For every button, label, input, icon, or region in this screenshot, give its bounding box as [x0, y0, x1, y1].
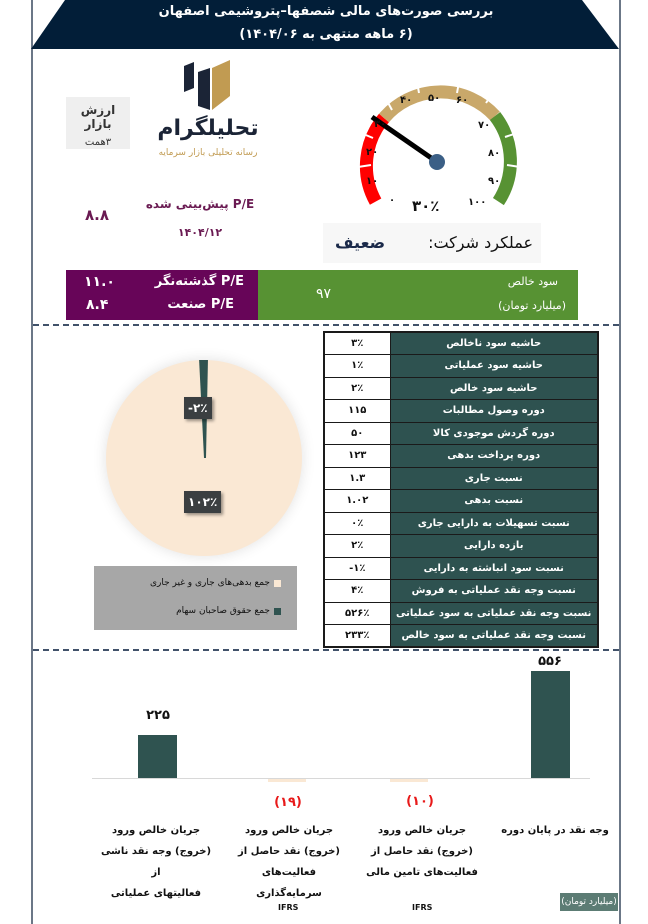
gauge-tick-60: ۶۰	[456, 95, 469, 106]
section-divider	[33, 649, 619, 651]
ratio-label: حاشیه سود ناخالص	[390, 332, 598, 355]
ratio-value: ۱٪	[324, 355, 390, 378]
ratios-table	[323, 331, 599, 648]
category-cash-end	[495, 820, 615, 841]
gauge-tick-40: ۴۰	[400, 95, 413, 106]
pie-legend	[94, 566, 297, 630]
pe-industry-label: P/E صنعت	[167, 297, 234, 312]
unit-badge: (میلیارد تومان)	[560, 893, 618, 911]
category-line: (خروج) وجه نقد ناشی از	[100, 846, 212, 878]
pie-equity-slice	[106, 360, 302, 556]
table-row	[324, 535, 598, 558]
bar-value-financing: (۱۰)	[406, 794, 434, 809]
balance-pie-chart	[106, 360, 302, 556]
market-cap-box	[66, 97, 130, 149]
ratio-value: ۵۰	[324, 422, 390, 445]
ratio-value: ۲۳۳٪	[324, 625, 390, 648]
table-row	[324, 332, 598, 355]
ratio-value: ۵۲۶٪	[324, 602, 390, 625]
ratio-label: دوره وصول مطالبات	[390, 400, 598, 423]
table-row	[324, 512, 598, 535]
category-operating	[96, 820, 216, 904]
pe-box	[66, 270, 258, 320]
category-line: فعالیت‌های سرمایه‌گذاری	[256, 867, 322, 899]
net-profit-label: سود خالص	[507, 275, 558, 288]
pe-trailing-label: P/E گذشته‌نگر	[154, 274, 244, 289]
gauge-tick-80: ۸۰	[488, 148, 501, 159]
ratio-label: حاشیه سود خالص	[390, 377, 598, 400]
category-line: جریان خالص ورود	[377, 825, 467, 836]
ratio-value: ۱.۰۲	[324, 490, 390, 513]
gauge-tick-30: ۳۰	[374, 119, 387, 130]
ratio-value: ۳٪	[324, 332, 390, 355]
bar-cash-end	[531, 671, 570, 778]
legend-item-liabilities	[150, 578, 281, 588]
pie-label-liabilities: ۱۰۲٪	[184, 491, 221, 513]
category-line: جریان خالص ورود	[244, 825, 334, 836]
net-profit-unit: (میلیارد تومان)	[498, 299, 566, 312]
pie-label-equity: -۲٪	[184, 397, 212, 419]
gauge-tick-20: ۲۰	[366, 147, 379, 158]
gauge-tick-100: ۱۰۰	[468, 197, 487, 208]
table-row	[324, 602, 598, 625]
ratio-value: ۱۱۵	[324, 400, 390, 423]
category-financing	[362, 820, 482, 883]
gauge-tick-90: ۹۰	[488, 176, 501, 187]
ratio-label: حاشیه سود عملیاتی	[390, 355, 598, 378]
legend-item-equity	[176, 606, 281, 616]
ratio-label: نسبت جاری	[390, 467, 598, 490]
ratio-value: -۱٪	[324, 557, 390, 580]
net-profit-value: ۹۷	[316, 286, 332, 302]
table-row	[324, 445, 598, 468]
gauge-tick-10: ۱۰	[366, 176, 379, 187]
table-row	[324, 625, 598, 648]
ratio-label: نسبت سود انباشته به دارایی	[390, 557, 598, 580]
ratio-value: ۲٪	[324, 535, 390, 558]
ifrs-note-investing: IFRS	[278, 903, 299, 912]
table-row	[324, 557, 598, 580]
category-investing	[229, 820, 349, 904]
gauge-tick-0: ۰	[389, 195, 396, 206]
report-title: بررسی صورت‌های مالی شصفها–پتروشیمی اصفهان	[158, 4, 494, 19]
legend-label-equity: جمع حقوق صاحبان سهام	[176, 606, 270, 616]
gauge-tick-50: ۵۰	[428, 93, 441, 104]
category-line: وجه نقد در پایان دوره	[501, 825, 609, 836]
category-line: فعالیتهای عملیاتی	[110, 888, 202, 899]
ratio-label: دوره پرداخت بدهی	[390, 445, 598, 468]
pe-forecast-date: ۱۴۰۴/۱۲	[177, 226, 223, 239]
market-cap-label: ارزش بازار	[80, 103, 116, 131]
gauge-value-label: ۳۰٪	[412, 197, 440, 215]
table-row	[324, 467, 598, 490]
report-subtitle: (۶ ماهه منتهی به ۱۴۰۴/۰۶)	[239, 27, 413, 42]
legend-swatch-liabilities	[274, 580, 281, 587]
section-divider	[33, 324, 619, 326]
pe-industry-value: ۸.۴	[86, 297, 109, 313]
ratio-label: نسبت وجه نقد عملیاتی به سود خالص	[390, 625, 598, 648]
category-line: (خروج) نقد حاصل از	[238, 846, 340, 857]
ratio-value: ۰٪	[324, 512, 390, 535]
category-line: (خروج) نقد حاصل از	[371, 846, 473, 857]
performance-gauge	[340, 75, 540, 220]
ratio-label: نسبت وجه نقد عملیاتی به سود عملیاتی	[390, 602, 598, 625]
logo-tagline: رسانه تحلیلی بازار سرمایه	[158, 148, 258, 158]
bar-value-investing: (۱۹)	[274, 795, 302, 810]
pe-forecast-value: ۸.۸	[85, 206, 110, 224]
bar-value-operating: ۲۲۵	[146, 708, 170, 723]
performance-value: ضعیف	[335, 233, 386, 252]
bar-operating	[138, 735, 177, 778]
ratio-label: نسبت تسهیلات به دارایی جاری	[390, 512, 598, 535]
bar-value-cash-end: ۵۵۶	[538, 654, 562, 669]
table-row	[324, 422, 598, 445]
ratio-label: نسبت وجه نقد عملیاتی به فروش	[390, 580, 598, 603]
table-row	[324, 355, 598, 378]
performance-label: عملکرد شرکت:	[428, 233, 533, 252]
ratio-value: ۱.۳	[324, 467, 390, 490]
gauge-tick-70: ۷۰	[478, 120, 491, 131]
table-row	[324, 580, 598, 603]
pe-forecast-label: P/E پیش‌بینی شده	[145, 197, 255, 211]
category-line: جریان خالص ورود	[111, 825, 201, 836]
bar-financing	[390, 779, 428, 782]
bar-investing	[268, 779, 306, 782]
logo-name: تحلیلگرام	[157, 116, 259, 141]
table-row	[324, 377, 598, 400]
ratio-label: بازده دارایی	[390, 535, 598, 558]
legend-label-liabilities: جمع بدهی‌های جاری و غیر جاری	[150, 578, 270, 588]
pe-trailing-value: ۱۱.۰	[84, 274, 115, 290]
net-profit-box	[258, 270, 578, 320]
category-line: فعالیت‌های تامین مالی	[366, 867, 478, 878]
chart-axis	[92, 778, 590, 779]
ratio-value: ۱۲۳	[324, 445, 390, 468]
company-performance	[323, 223, 541, 263]
market-cap-value: ۳همت	[84, 137, 112, 148]
report-header	[31, 0, 621, 49]
ratio-label: نسبت بدهی	[390, 490, 598, 513]
ratio-value: ۲٪	[324, 377, 390, 400]
legend-swatch-equity	[274, 608, 281, 615]
ifrs-note-financing: IFRS	[412, 903, 433, 912]
ratio-label: دوره گردش موجودی کالا	[390, 422, 598, 445]
ratio-value: ۴٪	[324, 580, 390, 603]
table-row	[324, 490, 598, 513]
table-row	[324, 400, 598, 423]
